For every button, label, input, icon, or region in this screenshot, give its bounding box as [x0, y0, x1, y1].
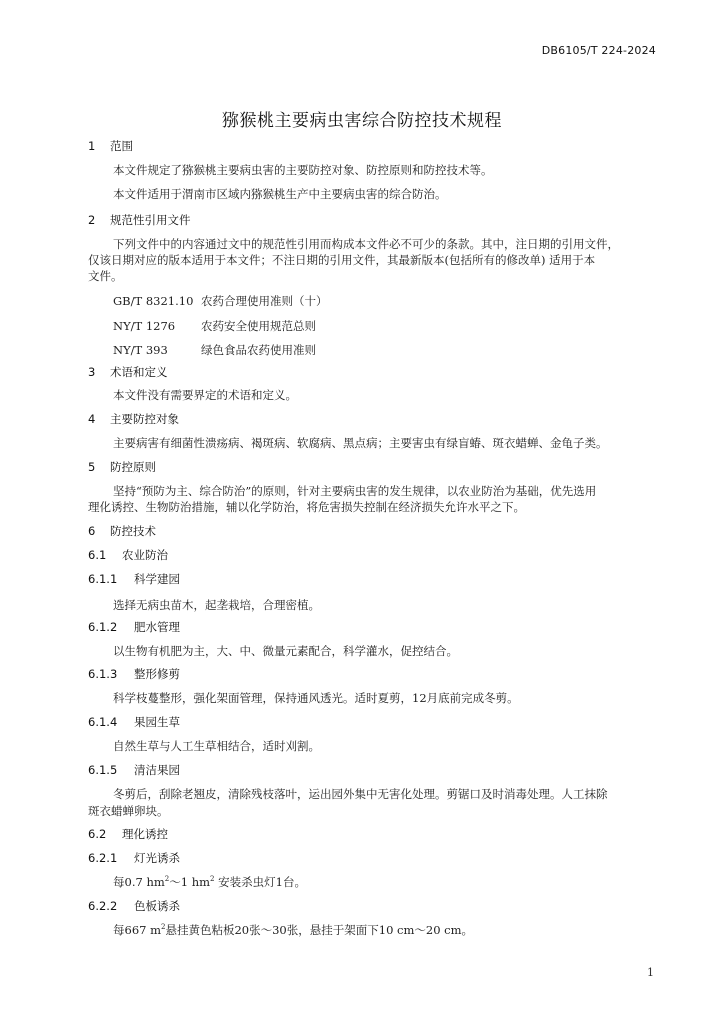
- subsection-heading-6-1-2: 6.1.2 肥水管理: [88, 620, 180, 634]
- paragraph-line: 冬剪后，刮除老翘皮，清除残枝落叶，运出园外集中无害化处理。剪锯口及时消毒处理。人工抹除: [113, 787, 608, 801]
- reference-item: [113, 318, 316, 334]
- reference-code: GB/T 8321.10: [113, 294, 194, 308]
- reference-name: 农药合理使用准则（十）: [201, 294, 328, 308]
- paragraph: 本文件适用于渭南市区域内猕猴桃生产中主要病虫害的综合防治。: [113, 187, 447, 201]
- paragraph-line: 下列文件中的内容通过文中的规范性引用而构成本文件必不可少的条款。其中，注日期的引用文件，: [113, 237, 619, 251]
- paragraph-line: 仅该日期对应的版本适用于本文件；不注日期的引用文件，其最新版本(包括所有的修改单) 适用于本: [88, 253, 596, 267]
- subsection-heading-6-2: 6.2 理化诱控: [88, 827, 168, 841]
- standard-code: DB6105/T 224-2024: [541, 44, 656, 57]
- document-title: 猕猴桃主要病虫害综合防控技术规程: [222, 111, 502, 131]
- reference-name: 农药安全使用规范总则: [201, 319, 316, 333]
- paragraph: 科学枝蔓整形，强化架面管理，保持通风透光。适时夏剪，12月底前完成冬剪。: [113, 691, 519, 705]
- paragraph: 选择无病虫苗木，起垄栽培，合理密植。: [113, 598, 320, 612]
- paragraph: 每667 $m^2$悬挂黄色粘板20张～30张，悬挂于架面下10 cm～20 cm。: [113, 923, 474, 937]
- subsection-heading-6-1-4: 6.1.4 果园生草: [88, 715, 180, 729]
- paragraph: 自然生草与人工生草相结合，适时刈割。: [113, 739, 320, 753]
- subsection-heading-6-2-2: 6.2.2 色板诱杀: [88, 899, 180, 913]
- paragraph: 主要病害有细菌性溃疡病、褐斑病、软腐病、黑点病；主要害虫有绿盲蝽、斑衣蜡蝉、金龟子类。: [113, 436, 608, 450]
- reference-code: NY/T 393: [113, 343, 168, 357]
- section-heading-2: 2 规范性引用文件: [88, 213, 191, 227]
- paragraph: 本文件没有需要界定的术语和定义。: [113, 388, 297, 402]
- subsection-heading-6-1-1: 6.1.1 科学建园: [88, 572, 180, 586]
- subsection-heading-6-1: 6.1 农业防治: [88, 548, 168, 562]
- section-heading-1: 1 范围: [88, 139, 133, 153]
- subsection-heading-6-1-3: 6.1.3 整形修剪: [88, 667, 180, 681]
- subsection-heading-6-2-1: 6.2.1 灯光诱杀: [88, 851, 180, 865]
- paragraph: 以生物有机肥为主，大、中、微量元素配合，科学灌水，促控结合。: [113, 644, 458, 658]
- paragraph-line: 理化诱控、生物防治措施，辅以化学防治，将危害损失控制在经济损失允许水平之下。: [88, 500, 525, 514]
- paragraph-line: 斑衣蜡蝉卵块。: [88, 804, 169, 818]
- section-heading-6: 6 防控技术: [88, 524, 156, 538]
- page-number: 1: [647, 966, 654, 979]
- subsection-heading-6-1-5: 6.1.5 清洁果园: [88, 763, 180, 777]
- paragraph-line: 文件。: [88, 269, 123, 283]
- reference-name: 绿色食品农药使用准则: [201, 343, 316, 357]
- reference-item: [113, 293, 328, 309]
- reference-item: [113, 342, 316, 358]
- section-heading-5: 5 防控原则: [88, 460, 156, 474]
- section-heading-4: 4 主要防控对象: [88, 412, 179, 426]
- paragraph: 每0.7 $hm^2\sim 1$ $hm^2$ 安装杀虫灯1台。: [113, 875, 306, 889]
- reference-code: NY/T 1276: [113, 319, 176, 333]
- section-heading-3: 3 术语和定义: [88, 365, 168, 379]
- paragraph-line: 坚持“预防为主、综合防治”的原则，针对主要病虫害的发生规律，以农业防治为基础，优先选用: [113, 484, 597, 498]
- paragraph: 本文件规定了猕猴桃主要病虫害的主要防控对象、防控原则和防控技术等。: [113, 163, 493, 177]
